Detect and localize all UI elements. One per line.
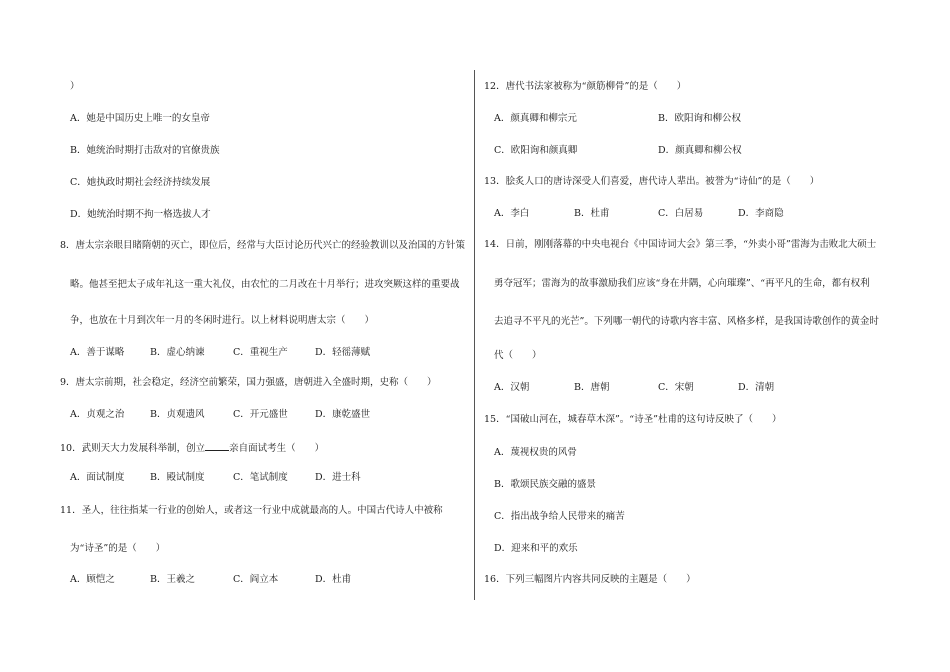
q15-option-b[interactable]: B．歌颂民族交融的盛景 (494, 479, 596, 490)
q11-stem-line-2: 为“诗圣”的是（ ） (70, 543, 166, 554)
q15-option-a[interactable]: A．蔑视权贵的风骨 (494, 447, 577, 458)
q9-stem: 9．唐太宗前期，社会稳定，经济空前繁荣，国力强盛，唐朝进入全盛时期，史称（ ） (60, 377, 437, 388)
q10-stem-part-1: 10．武则天大力发展科举制，创立 (60, 443, 206, 454)
q8-option-a[interactable]: A．善于谋略 (70, 347, 125, 358)
q8-option-c[interactable]: C．重视生产 (233, 347, 288, 358)
q10-stem-part-2: 亲自面试考生（ ） (229, 443, 325, 454)
q9-option-a[interactable]: A．贞观之治 (70, 409, 125, 420)
q10-stem (60, 441, 324, 455)
q8-option-d[interactable]: D．轻徭薄赋 (315, 347, 371, 358)
q10-option-d[interactable]: D．进士科 (315, 472, 361, 483)
q14-option-b[interactable]: B．唐朝 (574, 382, 610, 393)
q11-option-b[interactable]: B．王羲之 (150, 574, 195, 585)
q14-stem-line-3: 去追寻不平凡的光芒”。下列哪一朝代的诗歌内容丰富、风格多样，是我国诗歌创作的黄金时 (494, 316, 879, 327)
q10-option-c[interactable]: C．笔试制度 (233, 472, 288, 483)
q7-option-a[interactable]: A．她是中国历史上唯一的女皇帝 (70, 113, 210, 124)
q13-option-b[interactable]: B．杜甫 (574, 208, 610, 219)
q11-stem-line-1: 11．圣人，往往指某一行业的创始人，或者这一行业中成就最高的人。中国古代诗人中被称 (60, 505, 443, 516)
q12-option-b[interactable]: B．欧阳询和柳公权 (658, 113, 741, 124)
q8-stem-line-3: 争，也放在十月到次年一月的冬闲时进行。以上材料说明唐太宗（ ） (70, 315, 375, 326)
q9-option-b[interactable]: B．贞观遗风 (150, 409, 205, 420)
q15-stem: 15．“国破山河在，城春草木深”。“诗圣”杜甫的这句诗反映了（ ） (484, 414, 782, 425)
q14-stem-line-2: 勇夺冠军；雷海为的故事激励我们应该“身在井隅，心向璀璨”、“再平凡的生命，都有权利 (494, 278, 870, 289)
q13-option-c[interactable]: C．白居易 (658, 208, 704, 219)
column-divider (474, 70, 475, 600)
q10-option-b[interactable]: B．殿试制度 (150, 472, 205, 483)
q13-stem: 13．脍炙人口的唐诗深受人们喜爱，唐代诗人辈出。被誉为“诗仙”的是（ ） (484, 176, 820, 187)
q13-option-d[interactable]: D．李商隐 (738, 208, 784, 219)
q11-option-d[interactable]: D．杜甫 (315, 574, 352, 585)
q14-option-d[interactable]: D．清朝 (738, 382, 775, 393)
q9-option-c[interactable]: C．开元盛世 (233, 409, 288, 420)
q13-option-a[interactable]: A．李白 (494, 208, 530, 219)
q14-stem-line-1: 14．日前，刚刚落幕的中央电视台《中国诗词大会》第三季，“外卖小哥”雷海为击败北大硕士 (484, 239, 877, 250)
q10-option-a[interactable]: A．面试制度 (70, 472, 125, 483)
q12-option-d[interactable]: D．颜真卿和柳公权 (658, 145, 742, 156)
q7-option-d[interactable]: D．她统治时期不拘一格选拔人才 (70, 209, 211, 220)
q11-option-a[interactable]: A．顾恺之 (70, 574, 115, 585)
q15-option-c[interactable]: C．指出战争给人民带来的痛苦 (494, 511, 625, 522)
q14-option-c[interactable]: C．宋朝 (658, 382, 694, 393)
q7-stem-tail: ） (70, 81, 80, 92)
q14-stem-line-4: 代（ ） (494, 350, 542, 361)
q8-option-b[interactable]: B．虚心纳谏 (150, 347, 205, 358)
q15-option-d[interactable]: D．迎来和平的欢乐 (494, 543, 578, 554)
q7-option-b[interactable]: B．她统治时期打击敌对的官僚贵族 (70, 145, 220, 156)
q9-option-d[interactable]: D．康乾盛世 (315, 409, 371, 420)
q7-option-c[interactable]: C．她执政时期社会经济持续发展 (70, 177, 211, 188)
q14-option-a[interactable]: A．汉朝 (494, 382, 530, 393)
q10-blank (205, 441, 229, 451)
q11-option-c[interactable]: C．阎立本 (233, 574, 279, 585)
q8-stem-line-2: 略。他甚至把太子成年礼这一重大礼仪，由农忙的二月改在十月举行；进攻突厥这样的重要战 (70, 279, 460, 290)
q16-stem: 16．下列三幅图片内容共同反映的主题是（ ） (484, 574, 696, 585)
q12-option-a[interactable]: A．颜真卿和柳宗元 (494, 113, 577, 124)
q12-option-c[interactable]: C．欧阳询和颜真卿 (494, 145, 578, 156)
q12-stem: 12．唐代书法家被称为“颜筋柳骨”的是（ ） (484, 81, 687, 92)
q8-stem-line-1: 8．唐太宗亲眼目睹隋朝的灭亡，即位后，经常与大臣讨论历代兴亡的经验教训以及治国的方针策 (60, 240, 466, 251)
